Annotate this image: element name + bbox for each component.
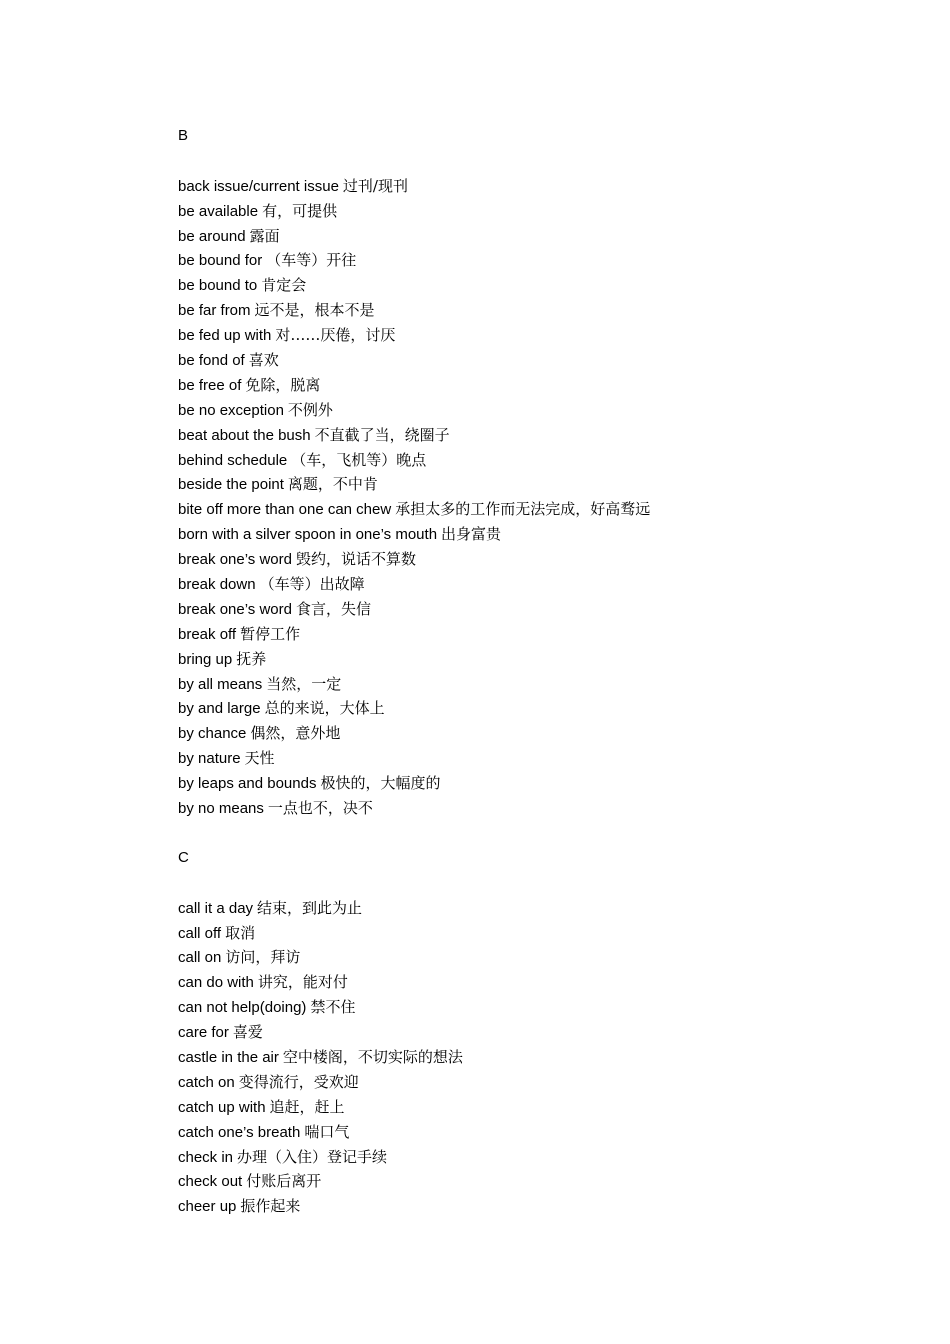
section-b-entries: [178, 174, 878, 821]
entry: [178, 298, 878, 323]
entry: [178, 497, 878, 522]
entry-phrase: check out: [178, 1173, 243, 1191]
entry: [178, 1070, 878, 1095]
entry-phrase: by leaps and bounds: [178, 775, 317, 793]
entry: [178, 547, 878, 572]
entry-meaning: 离题，不中肯: [287, 475, 378, 494]
entry-phrase: break one’s word: [178, 551, 292, 569]
entry-meaning: 免除，脱离: [245, 375, 321, 394]
entry-meaning: 过刊/现刊: [342, 176, 408, 195]
entry: [178, 721, 878, 746]
entry-meaning: 喜爱: [232, 1023, 263, 1042]
entry-meaning: 对……厌倦，讨厌: [275, 326, 396, 345]
entry-meaning: 极快的，大幅度的: [320, 774, 441, 793]
entry-phrase: bite off more than one can chew: [178, 501, 392, 519]
entry: [178, 746, 878, 771]
entry: [178, 597, 878, 622]
entry-meaning: （车等）开往: [266, 251, 357, 270]
entry-phrase: be fed up with: [178, 327, 272, 345]
entry: [178, 1020, 878, 1045]
entry: [178, 522, 878, 547]
entry-meaning: 喜欢: [248, 351, 279, 370]
entry-phrase: call it a day: [178, 899, 254, 917]
entry-meaning: 禁不住: [310, 998, 356, 1017]
entry-meaning: 访问，拜访: [225, 948, 301, 967]
entry: [178, 472, 878, 497]
entry: [178, 921, 878, 946]
entry: [178, 945, 878, 970]
entry-meaning: 喘口气: [304, 1122, 350, 1141]
entry: [178, 174, 878, 199]
entry-meaning: 远不是，根本不是: [254, 301, 375, 320]
entry-phrase: be fond of: [178, 352, 245, 370]
entry-phrase: by all means: [178, 675, 263, 693]
entry-phrase: can not help(doing): [178, 999, 307, 1017]
entry: [178, 995, 878, 1020]
entry-phrase: be bound for: [178, 252, 263, 270]
entry: [178, 199, 878, 224]
section-letter-b: B: [178, 127, 189, 144]
entry-phrase: beat about the bush: [178, 426, 311, 444]
blank-line: [178, 821, 878, 846]
entry-meaning: 食言，失信: [295, 599, 371, 618]
entry-meaning: 露面: [249, 226, 280, 245]
blank-line: [178, 871, 878, 896]
entry-meaning: 讲究，能对付: [257, 973, 348, 992]
entry-phrase: be far from: [178, 302, 251, 320]
entry-phrase: by and large: [178, 700, 261, 718]
entry-meaning: 追赶，赶上: [269, 1097, 345, 1116]
entry: [178, 1120, 878, 1145]
entry: [178, 323, 878, 348]
entry-meaning: 毁约，说话不算数: [295, 550, 416, 569]
section-letter-c: C: [178, 848, 189, 866]
entry: [178, 1169, 878, 1194]
entry-phrase: by nature: [178, 750, 241, 768]
entry: [178, 1145, 878, 1170]
entry-meaning: 当然，一定: [266, 674, 342, 693]
entry-meaning: 总的来说，大体上: [264, 699, 385, 718]
entry: [178, 373, 878, 398]
entry: [178, 572, 878, 597]
entry-meaning: 抚养: [236, 649, 267, 668]
entry: [178, 348, 878, 373]
entry-meaning: 偶然，意外地: [250, 724, 341, 743]
blank-line: [178, 149, 878, 174]
entry-meaning: 暂停工作: [240, 624, 301, 643]
entry-phrase: break off: [178, 625, 237, 643]
entry-phrase: castle in the air: [178, 1048, 279, 1066]
entry-phrase: call off: [178, 924, 222, 942]
entry-phrase: catch on: [178, 1073, 235, 1091]
entry-phrase: catch up with: [178, 1098, 266, 1116]
entry: [178, 696, 878, 721]
entry-meaning: 不例外: [287, 400, 333, 419]
entry-meaning: （车，飞机等）晚点: [291, 450, 427, 469]
entry-phrase: check in: [178, 1148, 234, 1166]
entry: [178, 672, 878, 697]
entry: [178, 970, 878, 995]
entry-phrase: bring up: [178, 650, 233, 668]
entry-meaning: 有，可提供: [262, 201, 338, 220]
entry-meaning: 肯定会: [261, 276, 307, 295]
entry: [178, 248, 878, 273]
entry-meaning: 结束，到此为止: [257, 898, 363, 917]
entry-meaning: 振作起来: [240, 1197, 301, 1216]
entry-phrase: be bound to: [178, 277, 258, 295]
entry-meaning: 取消: [225, 923, 256, 942]
entry-phrase: beside the point: [178, 476, 284, 494]
entry: [178, 224, 878, 249]
entry-phrase: by chance: [178, 725, 247, 743]
entry-phrase: back issue/current issue: [178, 177, 339, 195]
entry-phrase: break one’s word: [178, 600, 292, 618]
entry-phrase: care for: [178, 1024, 229, 1042]
entry-phrase: break down: [178, 576, 256, 594]
entry-meaning: 承担太多的工作而无法完成，好高骛远: [395, 500, 651, 519]
entry-phrase: born with a silver spoon in one’s mouth: [178, 526, 438, 544]
entry: [178, 771, 878, 796]
entry-meaning: 付账后离开: [246, 1172, 322, 1191]
entry-phrase: cheer up: [178, 1198, 237, 1216]
document-page: [178, 124, 878, 1219]
entry-phrase: be free of: [178, 376, 242, 394]
entry: [178, 1095, 878, 1120]
entry: [178, 647, 878, 672]
entry-phrase: be around: [178, 227, 246, 245]
entry-meaning: 天性: [244, 749, 275, 768]
entry-phrase: call on: [178, 949, 222, 967]
entry-meaning: （车等）出故障: [259, 575, 365, 594]
entry: [178, 423, 878, 448]
section-c-entries: [178, 896, 878, 1220]
entry: [178, 1045, 878, 1070]
entry: [178, 622, 878, 647]
entry-meaning: 不直截了当，绕圈子: [314, 425, 450, 444]
entry-phrase: by no means: [178, 800, 264, 818]
entry: [178, 398, 878, 423]
entry-meaning: 变得流行，受欢迎: [238, 1072, 359, 1091]
entry-meaning: 办理（入住）登记手续: [237, 1147, 388, 1166]
entry-phrase: behind schedule: [178, 451, 288, 469]
entry: [178, 448, 878, 473]
entry-phrase: be no exception: [178, 401, 284, 419]
entry: [178, 796, 878, 821]
entry-phrase: can do with: [178, 974, 254, 992]
entry: [178, 1194, 878, 1219]
entry: [178, 896, 878, 921]
entry: [178, 273, 878, 298]
entry-meaning: 出身富贵: [441, 525, 502, 544]
entry-meaning: 空中楼阁，不切实际的想法: [282, 1047, 463, 1066]
entry-phrase: catch one’s breath: [178, 1123, 301, 1141]
entry-phrase: be available: [178, 202, 259, 220]
entry-meaning: 一点也不，决不: [267, 799, 373, 818]
